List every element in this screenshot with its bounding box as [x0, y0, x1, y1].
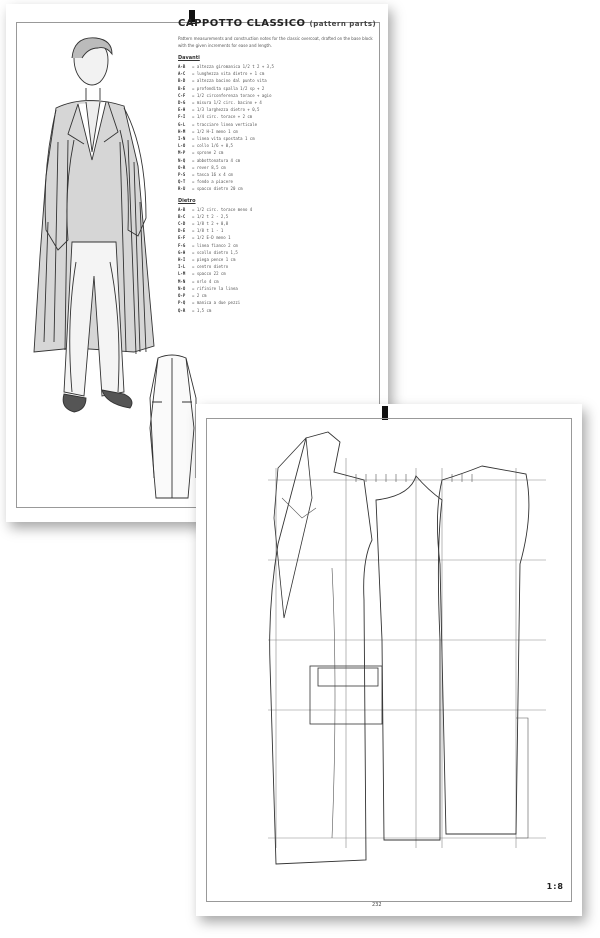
measurement-line: P-S = tasca 16 x 4 cm: [178, 172, 233, 178]
instructions-column: [178, 18, 378, 314]
measurement-line: A-B = altezza giromanica 1/2 t 2 + 3,5: [178, 64, 274, 69]
measurement-line: M-P = sprone 2 cm: [178, 150, 224, 156]
section-heading-front: Davanti: [178, 55, 200, 61]
pattern-draft-page: [196, 404, 582, 916]
measurement-line: G-H = scollo dietro 1,5: [178, 249, 238, 255]
measurement-line: A-B = 1/2 circ. torace meno 4: [178, 206, 253, 212]
measurement-line: F-I = 1/4 circ. torace + 2 cm: [178, 114, 253, 120]
scale-label: 1:8: [546, 882, 564, 891]
measurement-line: N-Q = abbottonatura 4 cm: [178, 157, 241, 163]
page-subtitle: (pattern parts): [309, 20, 377, 28]
measurement-line: Q-T = fondo a piacere: [178, 179, 233, 185]
measurement-line: B-C = 1/2 t 2 - 2,5: [178, 213, 229, 219]
measurement-line: L-M = spacco 22 cm: [178, 271, 226, 277]
measurement-line: I-N = linea vita spostata 1 cm: [178, 136, 255, 142]
front-measurements-list: [178, 63, 378, 193]
intro-paragraph: Pattern measurements and construction notes for the classic overcoat, drafted on the base block with the given increments for ease and length.: [178, 36, 373, 48]
measurement-line: B-E = profondita spalla 1/2 sp + 2: [178, 85, 265, 91]
measurement-line: H-I = piega pence 1 cm: [178, 257, 236, 263]
measurement-line: P-Q = manica a due pezzi: [178, 300, 241, 306]
measurement-line: E-H = 1/3 larghezza dietro + 0,5: [178, 107, 260, 113]
measurement-line: L-O = collo 1/6 + 0,5: [178, 143, 233, 149]
measurement-line: N-O = rifinire la linea: [178, 285, 238, 291]
measurement-line: C-F = 1/2 circonferenza torace + agio: [178, 92, 272, 98]
section-heading-back: Dietro: [178, 197, 196, 204]
measurement-line: B-D = altezza bacino dal punto vita: [178, 78, 267, 84]
measurement-line: E-F = 1/2 E-D meno 1: [178, 235, 231, 241]
measurement-line: I-L = centro dietro: [178, 264, 229, 270]
measurement-line: D-G = misura 1/2 circ. bacino + 4: [178, 100, 262, 106]
measurement-line: R-U = spacco dietro 20 cm: [178, 186, 243, 192]
measurement-line: C-D = 1/8 t 2 + 0,8: [178, 221, 229, 227]
page-title: CAPPOTTO CLASSICO (pattern parts): [178, 18, 377, 29]
measurement-line: Q-R = 1,5 cm: [178, 307, 212, 313]
measurement-line: F-G = linea fianco 2 cm: [178, 242, 238, 248]
measurement-line: A-C = lunghezza vita dietro + 1 cm: [178, 71, 265, 77]
pattern-draft-drawing: [206, 418, 570, 900]
page-number: 232: [372, 902, 382, 908]
back-measurements-list: [178, 206, 378, 314]
measurement-line: G-L = tracciare linea verticale: [178, 121, 258, 127]
measurement-line: D-E = 1/8 t 1 - 1: [178, 228, 224, 234]
measurement-line: M-N = orlo 4 cm: [178, 278, 219, 284]
measurement-line: O-R = rever 8,5 cm: [178, 164, 226, 170]
measurement-line: O-P = 2 cm: [178, 293, 207, 299]
measurement-line: H-M = 1/2 H-I meno 1 cm: [178, 128, 238, 134]
